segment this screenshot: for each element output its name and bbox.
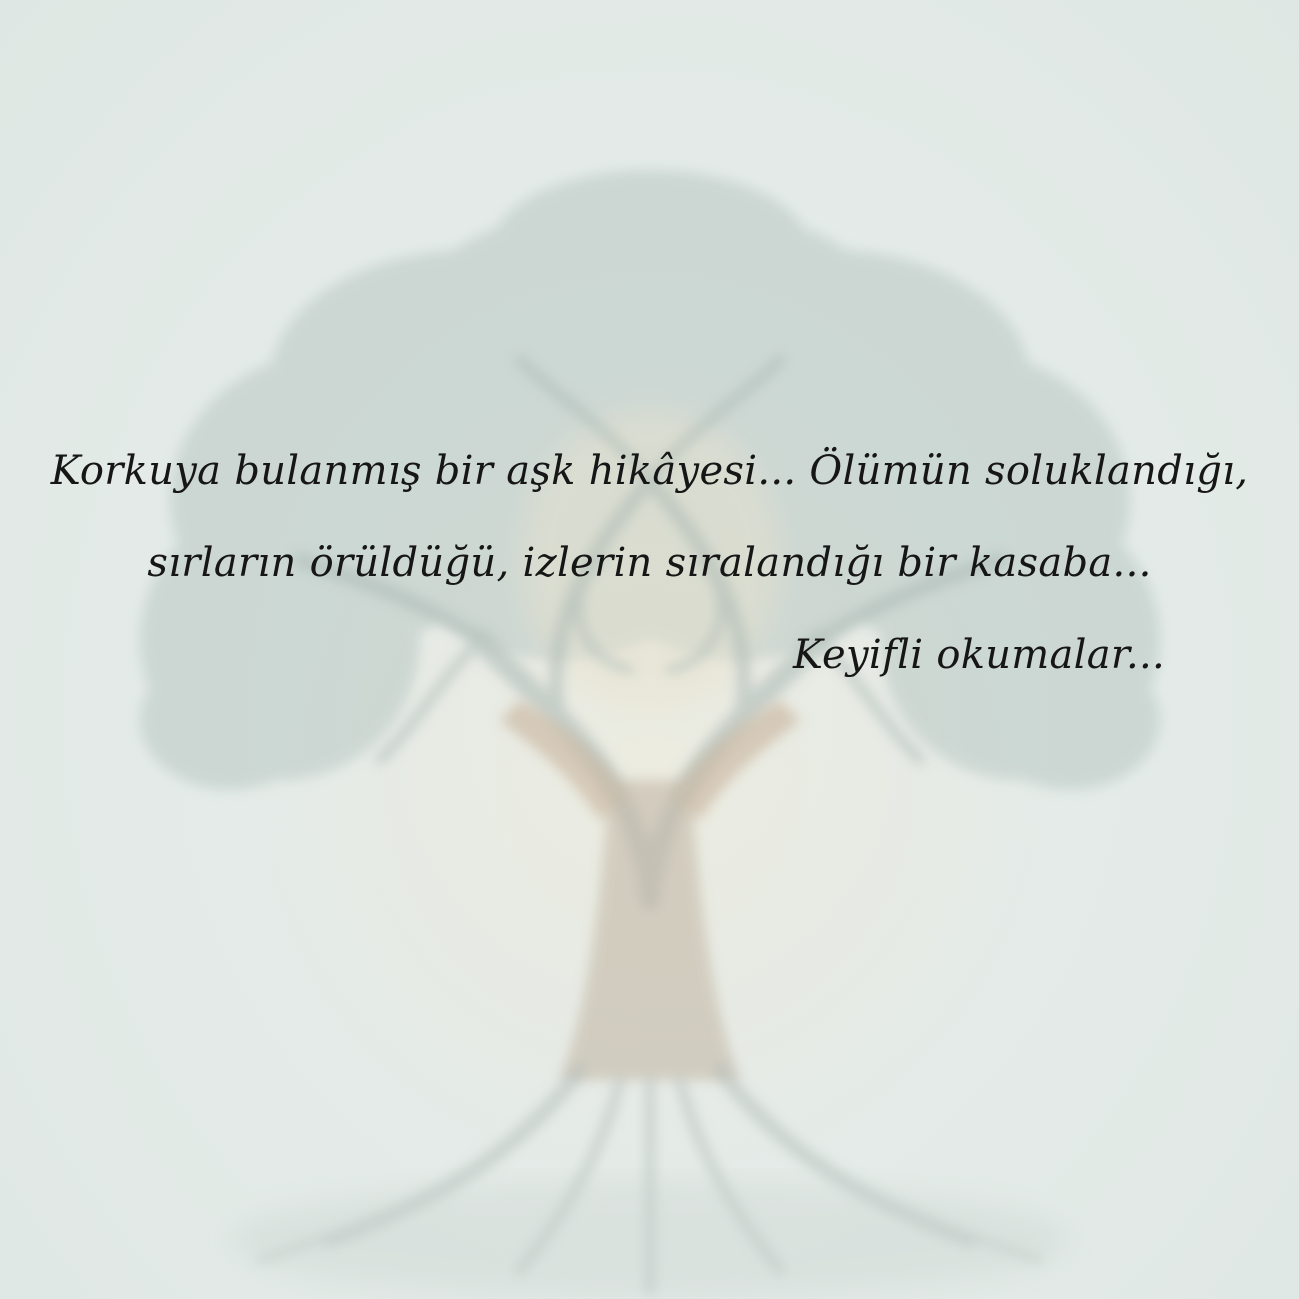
closing-line: Keyifli okumalar... <box>792 632 1165 678</box>
quote-line-1: Korkuya bulanmış bir aşk hikâyesi... Ölümün soluklandığı, <box>50 448 1249 494</box>
quote-line-2: sırların örüldüğü, izlerin sıralandığı bir kasaba... <box>147 540 1152 586</box>
